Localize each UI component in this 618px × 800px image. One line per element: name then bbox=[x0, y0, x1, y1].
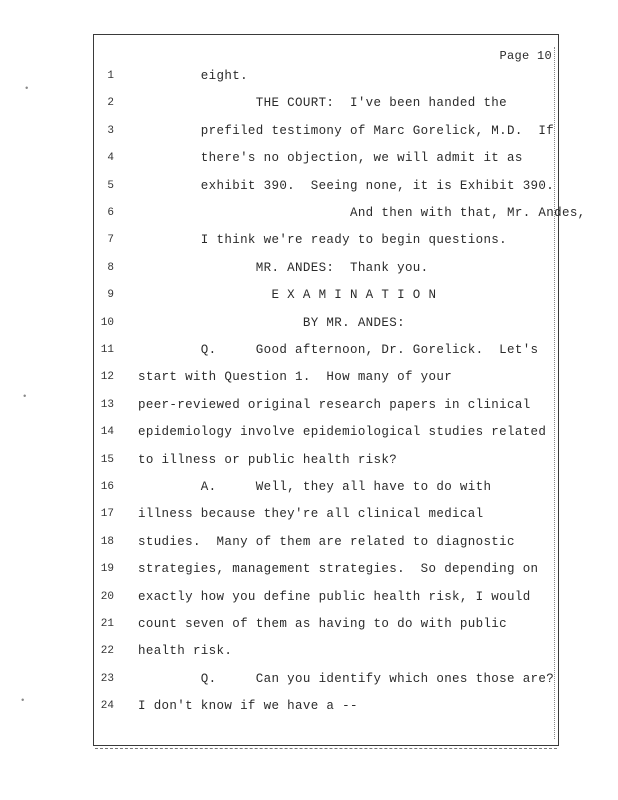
line-number: 11 bbox=[100, 344, 114, 356]
binder-hole-mark-bottom: • bbox=[20, 696, 26, 706]
binder-hole-mark-middle: • bbox=[22, 392, 28, 402]
line-text: prefiled testimony of Marc Gorelick, M.D. If bbox=[138, 123, 555, 138]
line-number: 21 bbox=[100, 618, 114, 630]
line-text: THE COURT: I've been handed the bbox=[138, 96, 508, 111]
line-text: I think we're ready to begin questions. bbox=[138, 233, 508, 248]
line-number: 18 bbox=[100, 535, 114, 548]
line-text: MR. ANDES: Thank you. bbox=[138, 260, 429, 275]
line-text: peer-reviewed original research papers in clinical bbox=[138, 397, 531, 412]
line-text: And then with that, Mr. Andes, bbox=[138, 206, 586, 220]
line-number: 6 bbox=[107, 207, 114, 219]
line-number: 10 bbox=[100, 316, 114, 329]
line-number: 8 bbox=[107, 261, 114, 274]
binder-hole-mark-top: • bbox=[24, 84, 30, 94]
line-text: Q. Can you identify which ones those are? bbox=[138, 671, 555, 686]
line-text: I don't know if we have a -- bbox=[138, 699, 358, 714]
transcript-line bbox=[100, 504, 555, 524]
transcript-line bbox=[100, 93, 555, 113]
transcript-line bbox=[100, 669, 555, 689]
line-text: illness because they're all clinical medical bbox=[138, 507, 484, 522]
line-text: Q. Good afternoon, Dr. Gorelick. Let's bbox=[138, 343, 539, 357]
transcript-line bbox=[100, 258, 555, 278]
line-text: exactly how you define public health risk, I would bbox=[138, 589, 531, 604]
line-text: BY MR. ANDES: bbox=[138, 315, 405, 330]
line-number: 17 bbox=[100, 508, 114, 521]
line-text: epidemiology involve epidemiological studies related bbox=[138, 425, 547, 440]
transcript-line bbox=[100, 176, 555, 196]
line-text: start with Question 1. How many of your bbox=[138, 370, 453, 385]
transcript-line bbox=[100, 532, 555, 552]
line-text: studies. Many of them are related to diagnostic bbox=[138, 534, 515, 549]
transcript-line bbox=[100, 121, 555, 141]
line-number: 15 bbox=[100, 453, 114, 466]
page-bottom-rule bbox=[95, 748, 557, 749]
line-text: strategies, management strategies. So depending on bbox=[138, 562, 539, 577]
line-text: there's no objection, we will admit it as bbox=[138, 151, 523, 166]
transcript-line bbox=[100, 66, 555, 86]
line-number: 4 bbox=[107, 152, 114, 165]
line-number: 14 bbox=[100, 426, 114, 439]
transcript-line bbox=[100, 696, 555, 716]
line-number: 2 bbox=[107, 97, 114, 110]
transcript-line bbox=[100, 614, 555, 634]
line-number: 20 bbox=[100, 590, 114, 603]
line-number: 19 bbox=[100, 563, 114, 576]
line-number: 12 bbox=[100, 371, 114, 384]
transcript-line bbox=[100, 148, 555, 168]
line-number: 9 bbox=[107, 289, 114, 302]
page-number: Page 10 bbox=[499, 49, 552, 63]
line-text: health risk. bbox=[138, 644, 233, 659]
transcript-line bbox=[100, 203, 586, 223]
transcript-line bbox=[100, 450, 555, 470]
line-number: 7 bbox=[107, 234, 114, 247]
line-text: to illness or public health risk? bbox=[138, 452, 398, 467]
line-number: 13 bbox=[100, 398, 114, 411]
transcript-line bbox=[100, 559, 555, 579]
transcript-line bbox=[100, 477, 555, 497]
line-text: exhibit 390. Seeing none, it is Exhibit 390. bbox=[138, 178, 555, 193]
line-number: 1 bbox=[107, 70, 114, 82]
transcript-line bbox=[100, 313, 555, 333]
transcript-line bbox=[100, 230, 555, 250]
transcript-line bbox=[100, 367, 555, 387]
transcript-page bbox=[93, 34, 559, 746]
transcript-line bbox=[100, 422, 555, 442]
line-text: eight. bbox=[138, 69, 248, 83]
line-number: 23 bbox=[100, 672, 114, 685]
transcript-line bbox=[100, 587, 555, 607]
line-number: 24 bbox=[100, 700, 114, 713]
transcript-line bbox=[100, 340, 555, 360]
line-text: count seven of them as having to do with public bbox=[138, 617, 508, 631]
transcript-line bbox=[100, 641, 555, 661]
line-number: 3 bbox=[107, 124, 114, 137]
line-text: A. Well, they all have to do with bbox=[138, 480, 492, 494]
transcript-line bbox=[100, 285, 555, 305]
line-number: 5 bbox=[107, 179, 114, 192]
transcript-line bbox=[100, 395, 555, 415]
line-text: E X A M I N A T I O N bbox=[138, 288, 437, 303]
line-number: 16 bbox=[100, 481, 114, 493]
line-number: 22 bbox=[100, 645, 114, 658]
